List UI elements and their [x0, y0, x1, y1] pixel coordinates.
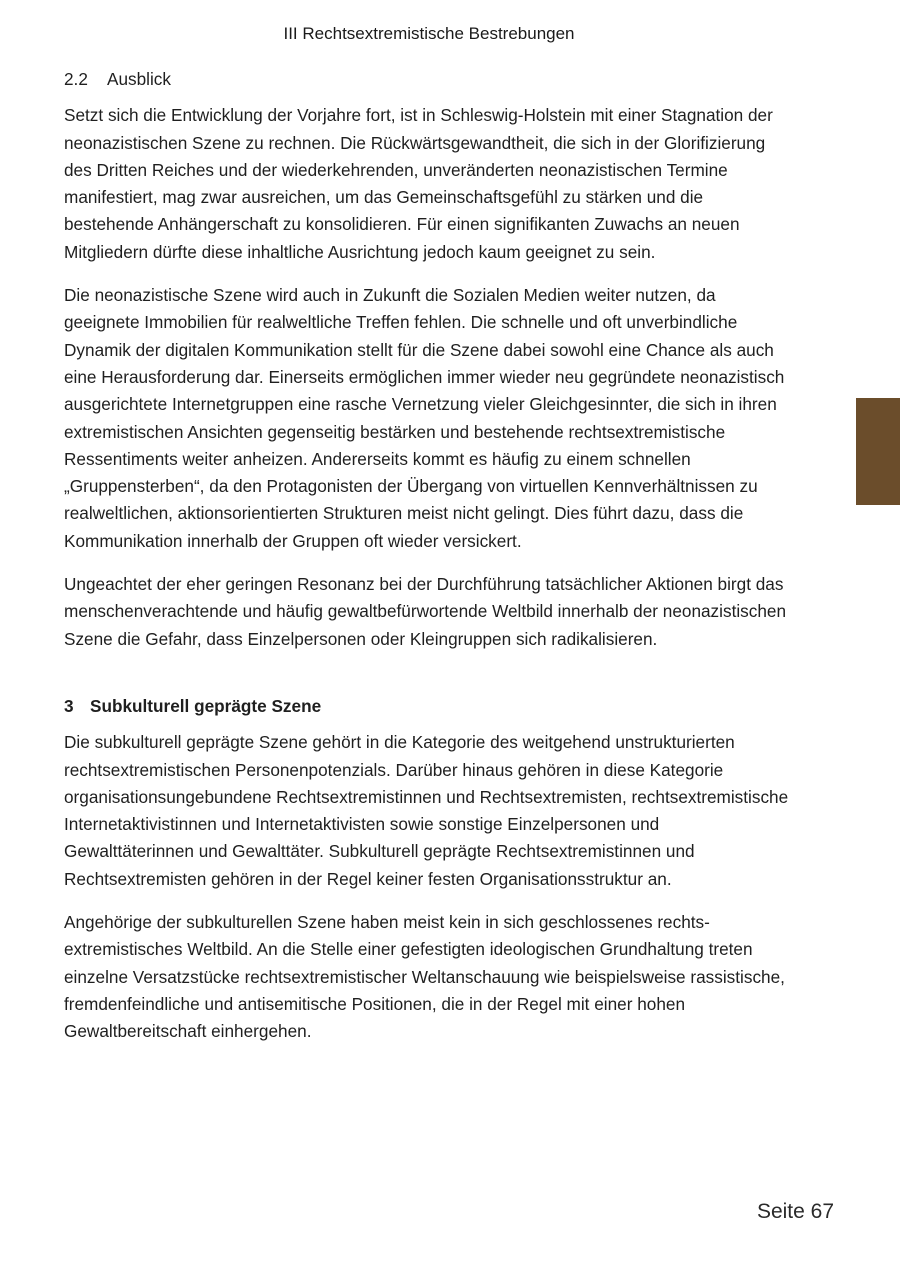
section-title: Subkulturell geprägte Szene	[90, 695, 322, 716]
paragraph: Setzt sich die Entwicklung der Vorjahre fort, ist in Schleswig-Holstein mit einer Stagnation der neonazistischen Szene zu rechnen. Die Rückwärtsgewandtheit, die sich in der Glorifizierung des Dritten Reiches und der wiederkehrenden, unveränderten neonazistischen Termine manifestiert, mag zwar ausreichen, um das Gemeinschaftsgefühl zu stärken und die bestehende Anhängerschaft zu konsolidieren. Für einen signifikanten Zuwachs an neuen Mitgliedern dürfte diese inhaltliche Ausrichtung jedoch kaum geeignet zu sein.	[64, 105, 773, 262]
paragraph: Die neonazistische Szene wird auch in Zukunft die Sozialen Medien weiter nutzen, da geeignete Immobilien für realweltliche Treffen fehlen. Die schnelle und oft unverbindliche Dynamik der digitalen Kommunikation stellt für die Szene dabei sowohl eine Chance als auch eine Herausforderung dar. Einerseits ermöglichen immer wieder neu gegründete neonazistisch ausgerichtete Internetgruppen eine rasche Vernetzung vieler Gleichgesinnter, die sich in ihren extremistischen Ansichten gegenseitig bestärken und bestehende rechtsextremistische Ressentiments weiter anheizen. Andererseits kommt es häufig zu einem schnellen „Gruppensterben“, da den Protagonisten der Übergang von virtuellen Kennverhältnissen zu realweltlichen, aktionsorientierten Strukturen meist nicht gelingt. Dies führt dazu, dass die Kommunikation innerhalb der Gruppen oft wieder versickert.	[64, 285, 785, 551]
chapter-tab-marker	[856, 398, 900, 505]
page-body	[64, 66, 789, 1062]
section-heading	[64, 693, 789, 720]
paragraph: Ungeachtet der eher geringen Resonanz bei der Durchführung tatsächlicher Aktionen birgt das menschenverachtende und häufig gewaltbefürwortende Weltbild innerhalb der neonazistischen Szene die Gefahr, dass Einzelpersonen oder Kleingruppen sich radikalisieren.	[64, 574, 787, 649]
subsection-number: 2.2	[64, 69, 88, 89]
page-number: Seite 67	[756, 1200, 834, 1223]
paragraph: Angehörige der subkulturellen Szene haben meist kein in sich geschlossenes rechtsextremistisches Weltbild. An die Stelle einer gefestigten ideologischen Grundhaltung treten einzelne Versatzstücke rechtsextremistischer Weltanschauung wie beispielsweise rassistische, fremdenfeindliche und antisemitische Positionen, die in der Regel mit einer hohen Gewaltbereitschaft einhergehen.	[64, 912, 785, 1042]
subsection-heading	[64, 66, 789, 93]
paragraph: Die subkulturell geprägte Szene gehört in die Kategorie des weitgehend unstrukturierten rechtsextremistischen Personenpotenzials. Darüber hinaus gehören in diese Kategorie organisationsungebundene Rechtsextremistinnen und Rechtsextremisten, rechtsextremistische Internetaktivistinnen und Internetaktivisten sowie sonstige Einzelpersonen und Gewalttäterinnen und Gewalttäter. Subkulturell geprägte Rechtsextremistinnen und Rechtsextremisten gehören in der Regel keiner festen Organisationsstruktur an.	[64, 732, 789, 889]
section-number: 3	[64, 695, 74, 716]
running-header: III Rechtsextremistische Bestrebungen	[283, 24, 575, 43]
subsection-title: Ausblick	[107, 69, 171, 89]
